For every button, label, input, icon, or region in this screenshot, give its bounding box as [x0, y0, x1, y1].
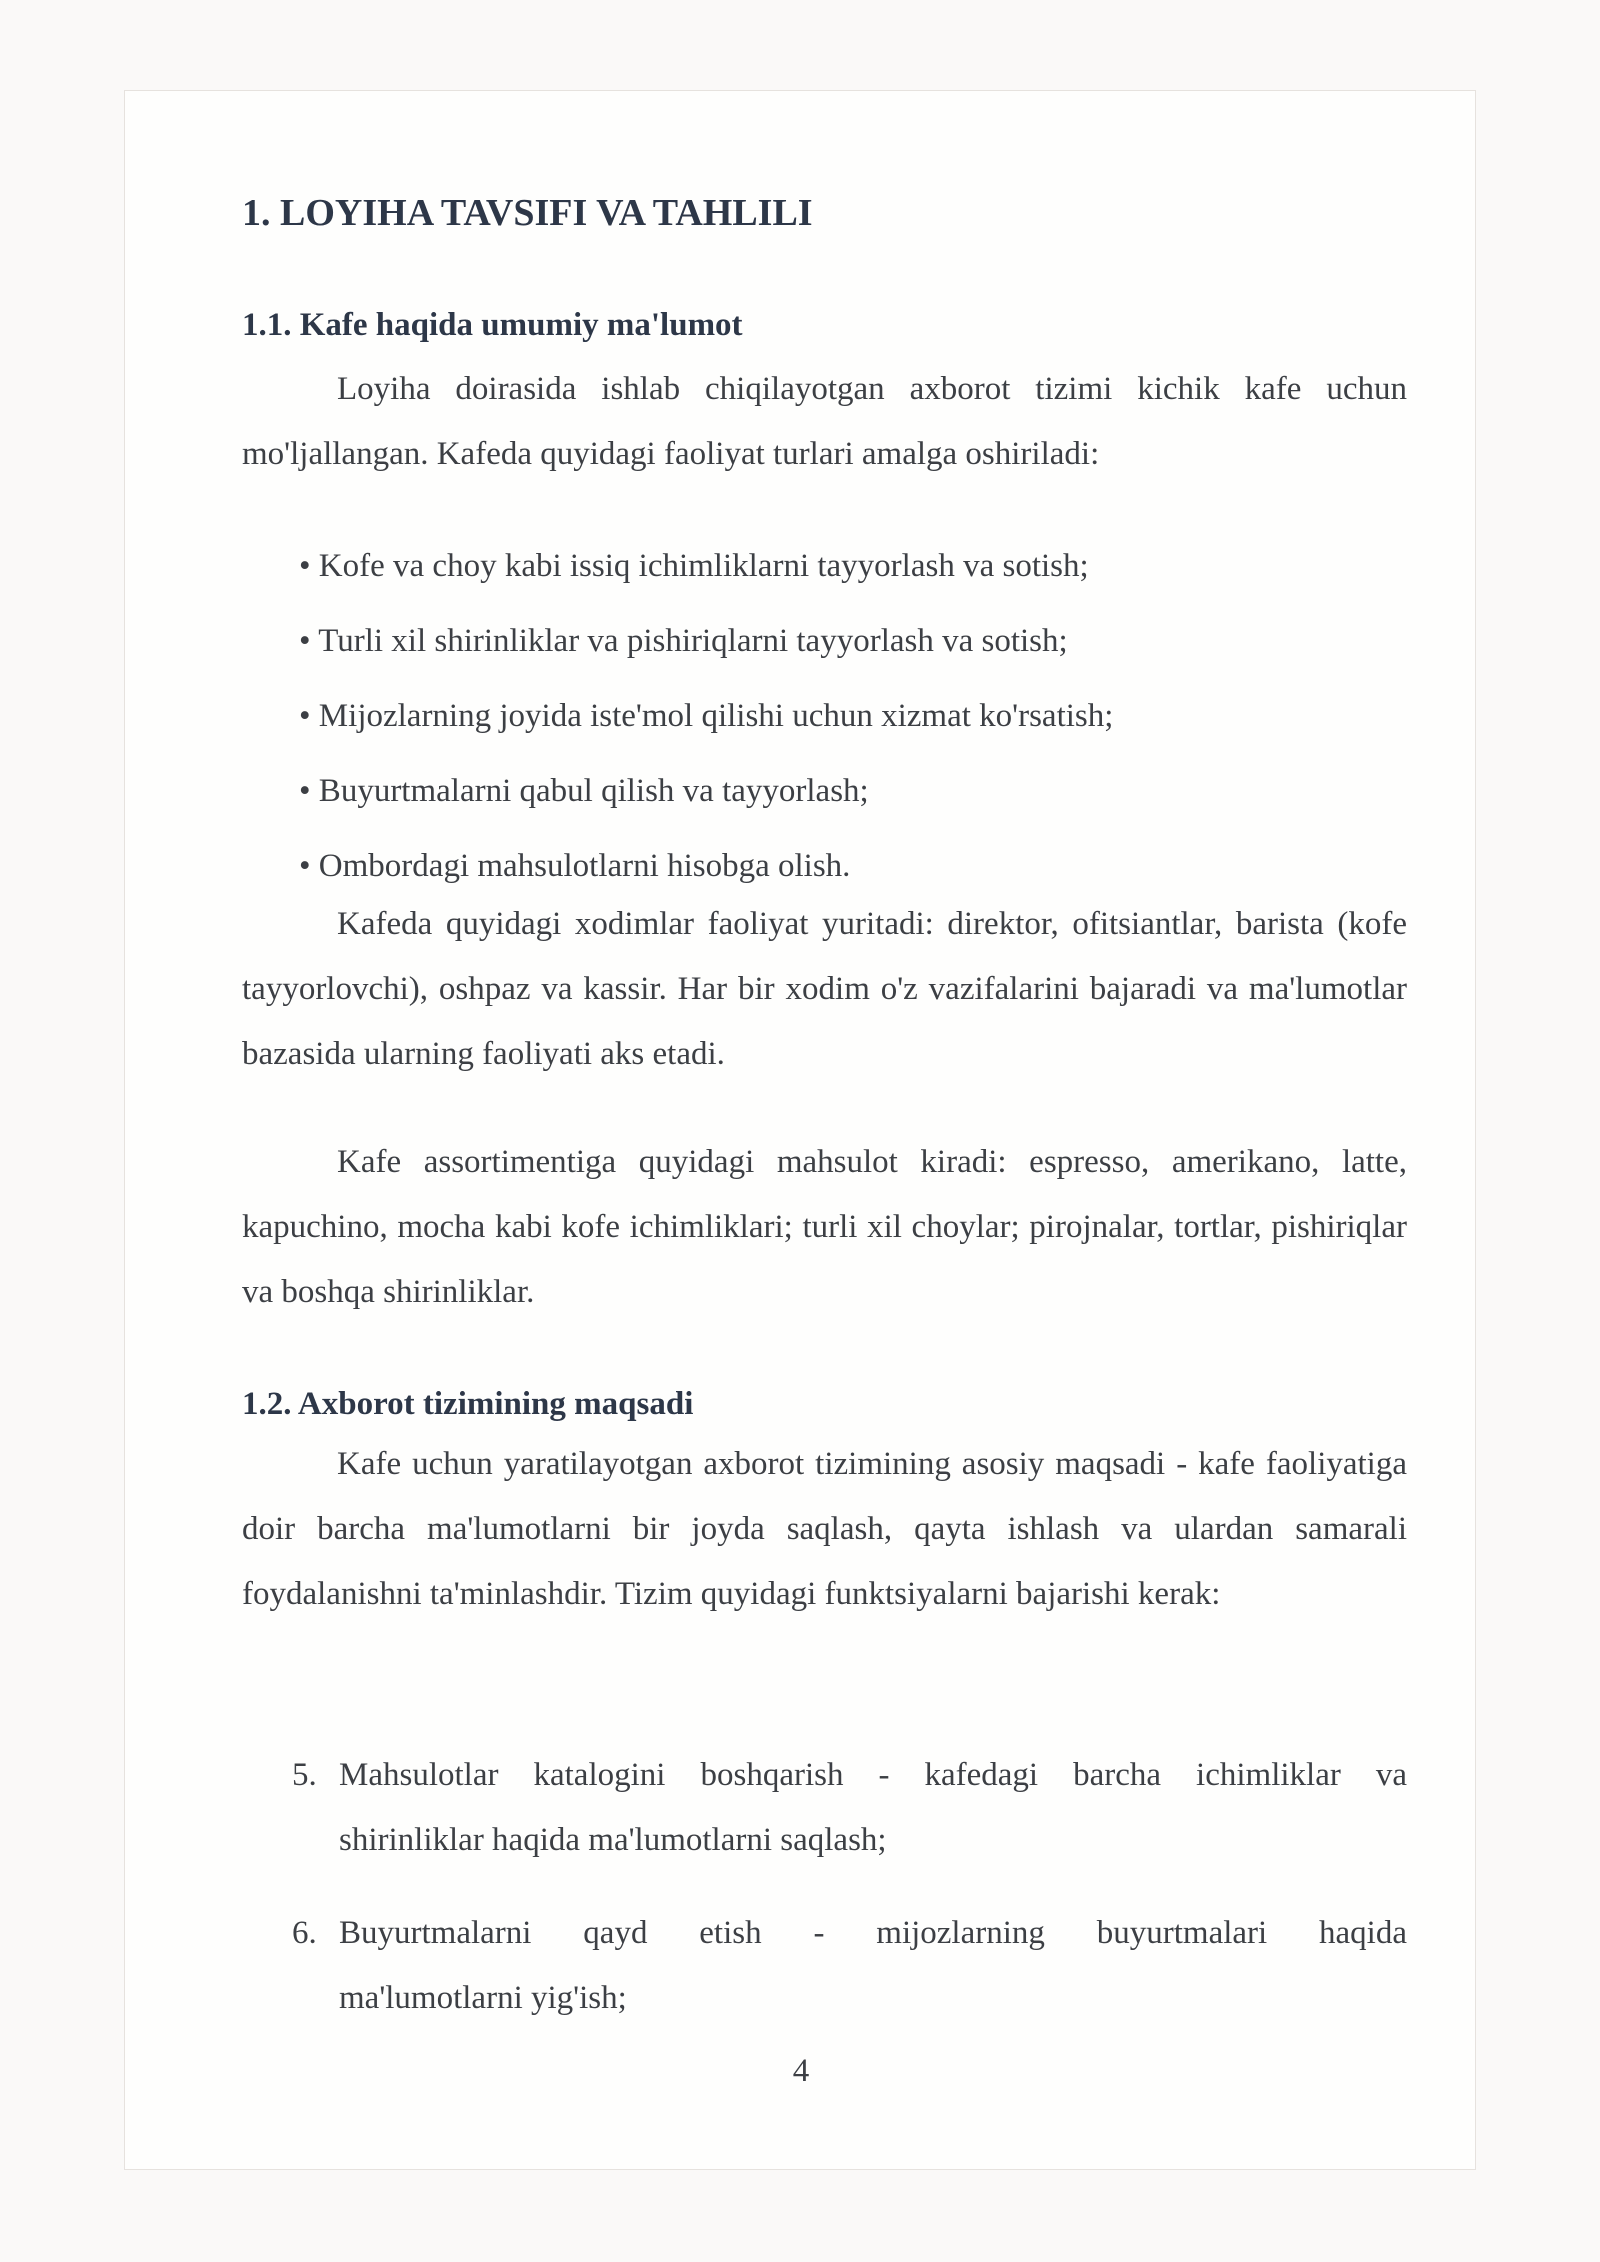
paragraph-staff: Kafeda quyidagi xodimlar faoliyat yuritadi: direktor, ofitsiantlar, barista (kofe tayyorlovchi), oshpaz va kassir. Har bir xodim o'z vazifalarini bajaradi va ma'lumotlar bazasida ularning faoliyati aks etadi.	[242, 906, 1407, 1072]
list-item-line: ma'lumotlarni yig'ish;	[339, 1980, 627, 2016]
list-item: • Buyurtmalarni qabul qilish va tayyorlash;	[299, 773, 869, 809]
section-heading-1-1: 1.1. Kafe haqida umumiy ma'lumot	[242, 307, 743, 343]
chapter-heading: 1. LOYIHA TAVSIFI VA TAHLILI	[242, 192, 813, 234]
list-item-line: Buyurtmalarni qayd etish - mijozlarning buyurtmalari haqida	[339, 1915, 1407, 1951]
paragraph-intro: Loyiha doirasida ishlab chiqilayotgan axborot tizimi kichik kafe uchun mo'ljallangan. Kafeda quyidagi faoliyat turlari amalga oshiriladi:	[242, 371, 1407, 472]
numbered-list-item	[292, 1743, 1407, 1873]
list-item: • Mijozlarning joyida iste'mol qilishi uchun xizmat ko'rsatish;	[299, 698, 1114, 734]
list-item: • Ombordagi mahsulotlarni hisobga olish.	[299, 848, 851, 884]
paragraph-assortment: Kafe assortimentiga quyidagi mahsulot kiradi: espresso, amerikano, latte, kapuchino, mocha kabi kofe ichimliklari; turli xil choylar; pirojnalar, tortlar, pishiriqlar va boshqa shirinliklar.	[242, 1144, 1407, 1310]
numbered-list-item	[292, 1901, 1407, 2031]
list-item-line: Mahsulotlar katalogini boshqarish - kafedagi barcha ichimliklar va	[339, 1757, 1407, 1793]
list-item: • Turli xil shirinliklar va pishiriqlarni tayyorlash va sotish;	[299, 623, 1068, 659]
paragraph-system-goal: Kafe uchun yaratilayotgan axborot tizimining asosiy maqsadi - kafe faoliyatiga doir barcha ma'lumotlarni bir joyda saqlash, qayta ishlash va ulardan samarali foydalanishni ta'minlashdir. Tizim quyidagi funktsiyalarni bajarishi kerak:	[242, 1446, 1407, 1612]
list-number: 5.	[292, 1757, 317, 1793]
document-page	[124, 90, 1476, 2170]
list-item-line: shirinliklar haqida ma'lumotlarni saqlash;	[339, 1822, 887, 1858]
page-number: 4	[792, 2053, 810, 2089]
section-heading-1-2: 1.2. Axborot tizimining maqsadi	[242, 1386, 694, 1422]
list-item: • Kofe va choy kabi issiq ichimliklarni tayyorlash va sotish;	[299, 548, 1089, 584]
list-number: 6.	[292, 1915, 317, 1951]
